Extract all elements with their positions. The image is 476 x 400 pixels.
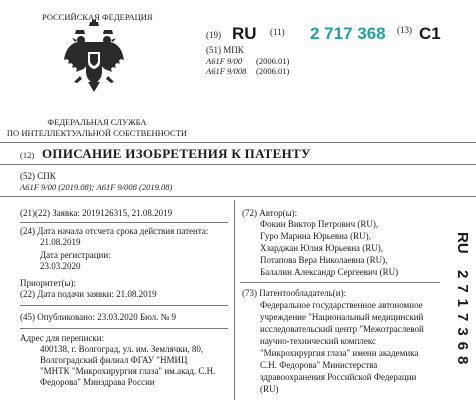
registration-value: 23.03.2020 (40, 261, 81, 271)
author-item: Гуро Марина Юрьевна (RU), (260, 231, 371, 241)
country-code: RU (232, 24, 257, 43)
cpc-date-1: (2019.08); (58, 182, 95, 192)
title-rule-top (0, 142, 476, 143)
coat-of-arms-emblem (62, 20, 126, 100)
ipc-date-2: (2006.01) (256, 66, 290, 76)
ipc-code-2: A61F 9/008 (206, 66, 247, 76)
address-line: "МНТК "Микрохирургия глаза" им.акад. С.Н. (40, 366, 216, 376)
filing-date: (22) Дата подачи заявки: 21.08.2019 (20, 289, 157, 299)
agency-name-line1: ФЕДЕРАЛЬНАЯ СЛУЖБА (47, 117, 147, 127)
title-rule-bottom (0, 164, 476, 165)
owner-line: научно-технический комплекс (260, 336, 377, 346)
patent-number: 2 717 368 (310, 24, 386, 43)
cpc-label: (52) СПК (20, 171, 56, 181)
address-line: Волгоградский филиал ФГАУ "НМИЦ (40, 355, 188, 365)
author-item: Фокин Виктор Петрович (RU), (260, 219, 379, 229)
code-13: (13) (397, 25, 412, 35)
owner-line: исследовательский центр "Межотраслевой (260, 324, 424, 334)
side-patent-number: 2717368 (454, 270, 471, 371)
owner-line: здравоохранения Российской Федерации (260, 372, 417, 382)
author-item: Потапова Вера Николаевна (RU), (260, 255, 388, 265)
kind-code: C1 (419, 24, 441, 43)
side-country-code: RU (454, 232, 471, 254)
ipc-code-1: A61F 9/00 (206, 56, 243, 66)
owner-line: учреждение "Национальный медицинский (260, 312, 424, 322)
address-line: Федорова" Минздрава России (40, 377, 155, 387)
column-divider (234, 200, 235, 400)
code-11: (11) (270, 27, 285, 37)
priority-label: Приоритет(ы): (20, 278, 77, 288)
cpc-date-2: (2019.08) (139, 182, 173, 192)
authors-label: (72) Автор(ы): (242, 208, 298, 218)
application-number: (21)(22) Заявка: 2019126315, 21.08.2019 (20, 208, 173, 218)
left-rule-2 (20, 305, 228, 306)
cpc-code-1: A61F 9/00 (20, 182, 57, 192)
ipc-label: (51) МПК (206, 45, 244, 55)
cpc-rule (0, 196, 476, 197)
owner-line: С.Н. Федорова" Министерства (260, 360, 378, 370)
address-line: 400138, г. Волгоград, ул. им. Землячки, 80, (40, 344, 204, 354)
registration-label: Дата регистрации: (40, 250, 111, 260)
author-item: Хзарджан Юлия Юрьевна (RU), (260, 243, 384, 253)
published-date: (45) Опубликовано: 23.03.2020 Бюл. № 9 (20, 312, 176, 322)
right-rule-1 (240, 282, 440, 283)
cpc-codes (20, 182, 172, 193)
agency-name-line2: ПО ИНТЕЛЛЕКТУАЛЬНОЙ СОБСТВЕННОСТИ (6, 128, 188, 138)
term-start-value: 21.08.2019 (40, 237, 81, 247)
document-title: ОПИСАНИЕ ИЗОБРЕТЕНИЯ К ПАТЕНТУ (42, 146, 311, 161)
owner-label: (73) Патентообладатель(и): (242, 288, 347, 298)
cpc-code-2: A61F 9/008 (96, 182, 137, 192)
title-code: (12) (20, 150, 35, 160)
correspondence-label: Адрес для переписки: (20, 333, 105, 343)
left-rule-3 (20, 328, 228, 329)
author-item: Балалин Александр Сергеевич (RU) (260, 267, 399, 277)
code-19: (19) (206, 30, 221, 40)
owner-line: (RU) (260, 384, 279, 394)
term-start-label: (24) Дата начала отсчета срока действия патента: (20, 226, 209, 236)
owner-line: Федеральное государственное автономное (260, 300, 423, 310)
left-rule-1 (20, 222, 228, 223)
country-name: РОССИЙСКАЯ ФЕДЕРАЦИЯ (42, 12, 153, 22)
owner-line: "Микрохирургия глаза" имени академика (260, 348, 419, 358)
ipc-date-1: (2006.01) (256, 56, 290, 66)
